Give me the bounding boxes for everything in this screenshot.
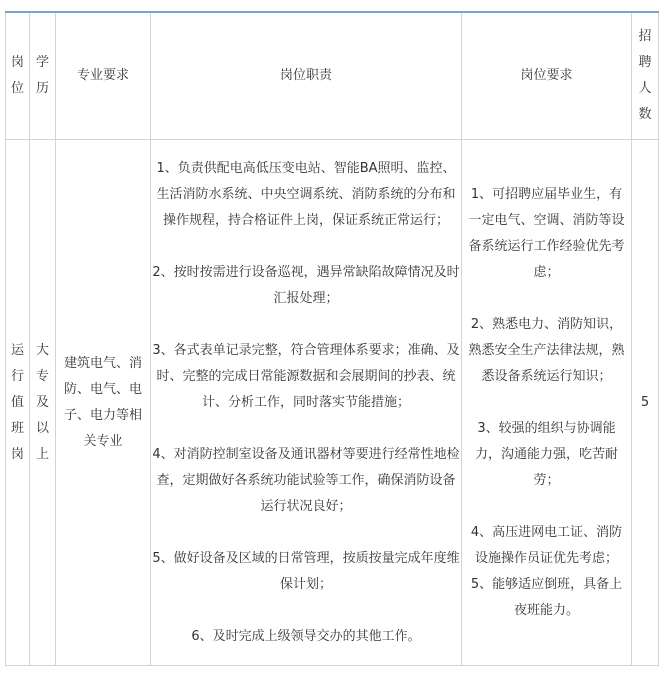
duty-item: 2、按时按需进行设备巡视，遇异常缺陷故障情况及时汇报处理； xyxy=(152,264,460,306)
header-count: 招聘人数 xyxy=(632,12,659,140)
duty-item: 5、做好设备及区域的日常管理，按质按量完成年度维保计划； xyxy=(152,550,460,592)
requirement-item: 5、能够适应倒班，具备上夜班能力。 xyxy=(470,576,623,618)
duty-item: 6、及时完成上级领导交办的其他工作。 xyxy=(191,628,421,644)
cell-position: 运行值班岗 xyxy=(6,140,30,666)
recruitment-table xyxy=(5,11,659,666)
cell-major: 建筑电气、消防、电气、电子、电力等相关专业 xyxy=(56,140,151,666)
requirement-item: 1、可招聘应届毕业生，有一定电气、空调、消防等设备系统运行工作经验优先考虑； xyxy=(468,186,625,280)
cell-requirements xyxy=(462,140,632,666)
header-major: 专业要求 xyxy=(56,12,151,140)
header-position: 岗位 xyxy=(6,12,30,140)
duty-item: 3、各式表单记录完整，符合管理体系要求；准确、及时、完整的完成日常能源数据和会展期间的抄表、统计、分析工作，同时落实节能措施； xyxy=(152,342,460,410)
requirement-item: 3、较强的组织与协调能力，沟通能力强，吃苦耐劳； xyxy=(474,420,618,488)
table-row xyxy=(6,140,659,666)
header-duties: 岗位职责 xyxy=(151,12,462,140)
requirement-item: 4、高压进网电工证、消防设施操作员证优先考虑； xyxy=(470,524,623,566)
header-requirements: 岗位要求 xyxy=(462,12,632,140)
cell-education: 大专及以上 xyxy=(30,140,56,666)
duty-item: 1、负责供配电高低压变电站、智能BA照明、监控、生活消防水系统、中央空调系统、消防系统的分布和操作规程，持合格证件上岗，保证系统正常运行； xyxy=(156,160,456,228)
cell-duties xyxy=(151,140,462,666)
cell-count: 5 xyxy=(632,140,659,666)
requirement-item: 2、熟悉电力、消防知识，熟悉安全生产法律法规，熟悉设备系统运行知识； xyxy=(468,316,625,384)
duty-item: 4、对消防控制室设备及通讯器材等要进行经常性地检查，定期做好各系统功能试验等工作，确保消防设备运行状况良好； xyxy=(152,446,460,514)
header-education: 学历 xyxy=(30,12,56,140)
table-header-row xyxy=(6,12,659,140)
